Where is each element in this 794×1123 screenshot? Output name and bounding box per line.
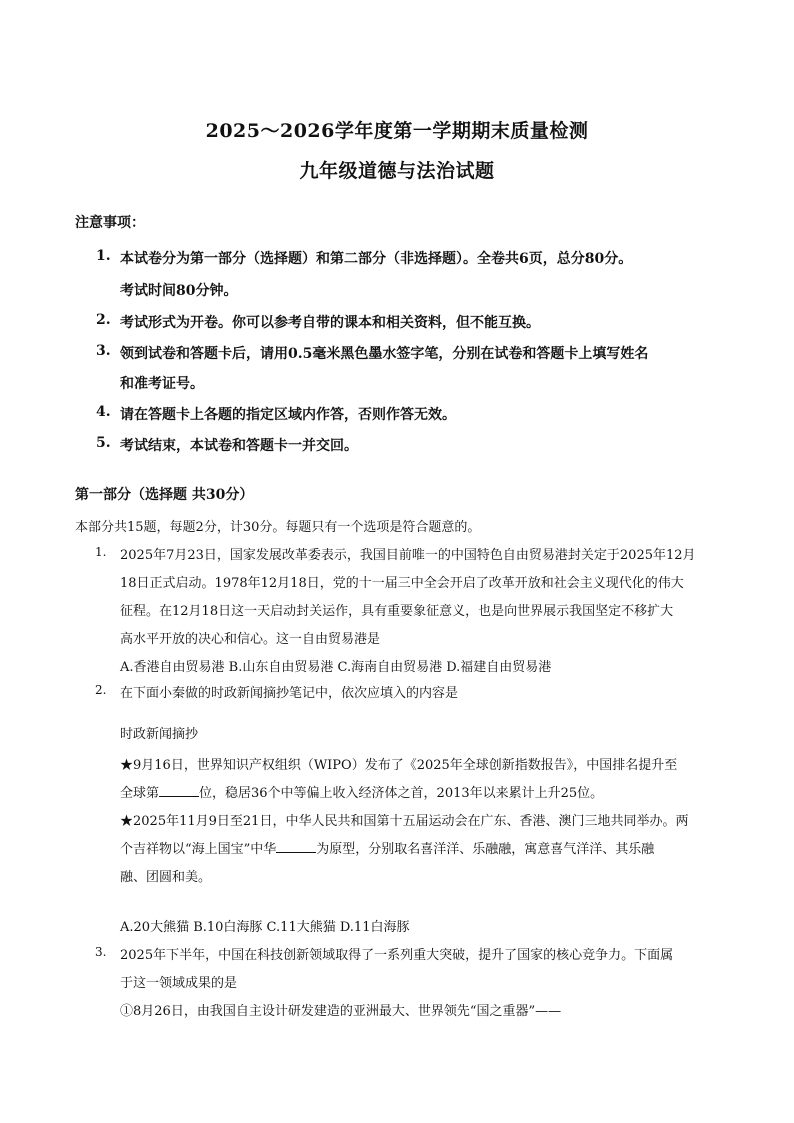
note-text: 全球第 xyxy=(120,786,160,801)
part1-heading: 第一部分（选择题 共30分） xyxy=(75,487,254,503)
fill-blank xyxy=(159,784,199,797)
question-number: 2. xyxy=(95,683,107,697)
notice-text: 考试时间80分钟。 xyxy=(120,283,238,299)
question-text: 在下面小秦做的时政新闻摘抄笔记中，依次应填入的内容是 xyxy=(120,686,459,701)
question-text: 于这一领域成果的是 xyxy=(120,976,238,991)
question-number: 1. xyxy=(95,545,107,559)
note-text: 为原型，分别取名喜洋洋、乐融融，寓意喜气洋洋、其乐融 xyxy=(316,842,655,857)
notice-text: 考试结束，本试卷和答题卡一并交回。 xyxy=(120,438,358,454)
question-options: A.香港自由贸易港 B.山东自由贸易港 C.海南自由贸易港 D.福建自由贸易港 xyxy=(120,660,552,675)
question-text: 18日正式启动。1978年12月18日，党的十一届三中全会开启了改革开放和社会主义现代化的伟大 xyxy=(120,576,684,591)
note-entry xyxy=(120,782,603,801)
notice-number: 2. xyxy=(96,312,111,328)
note-entry: ★2025年11月9日至21日，中华人民共和国第十五届运动会在广东、香港、澳门三地共同举办。两 xyxy=(120,814,689,829)
question-text: 高水平开放的决心和信心。这一自由贸易港是 xyxy=(120,632,381,647)
question-number: 3. xyxy=(95,945,107,959)
notice-text: 请在答题卡上各题的指定区域内作答，否则作答无效。 xyxy=(120,407,456,423)
question-options: A.20大熊猫 B.10白海豚 C.11大熊猫 D.11白海豚 xyxy=(120,920,410,935)
notice-number: 3. xyxy=(96,343,111,359)
notice-text: 本试卷分为第一部分（选择题）和第二部分（非选择题）。全卷共6页，总分80分。 xyxy=(120,251,633,267)
note-title: 时政新闻摘抄 xyxy=(120,727,199,742)
question-text: 征程。在12月18日这一天启动封关运作，具有重要象征意义，也是向世界展示我国坚定不移扩大 xyxy=(120,604,674,619)
note-entry: 融、团圆和美。 xyxy=(120,870,212,885)
exam-subtitle: 九年级道德与法治试题 xyxy=(299,160,495,182)
fill-blank xyxy=(276,840,316,853)
notice-text: 考试形式为开卷。你可以参考自带的课本和相关资料，但不能互换。 xyxy=(120,315,540,331)
part1-instruction: 本部分共15题，每题2分，计30分。每题只有一个选项是符合题意的。 xyxy=(75,520,481,535)
note-entry xyxy=(120,838,654,857)
question-text: 2025年下半年，中国在科技创新领域取得了一系列重大突破，提升了国家的核心竞争力。下面属 xyxy=(120,948,674,963)
notice-text: 领到试卷和答题卡后，请用0.5毫米黑色墨水签字笔，分别在试卷和答题卡上填写姓名 xyxy=(120,346,649,362)
note-entry: ★9月16日，世界知识产权组织（WIPO）发布了《2025年全球创新指数报告》，中国排名提升至 xyxy=(120,758,678,773)
notice-heading: 注意事项： xyxy=(75,215,145,231)
notice-number: 4. xyxy=(96,404,111,420)
note-text: 位，稳居36个中等偏上收入经济体之首，2013年以来累计上升25位。 xyxy=(199,786,604,801)
question-text: ①8月26日，由我国自主设计研发建造的亚洲最大、世界领先“国之重器”—— xyxy=(120,1004,562,1019)
exam-title: 2025～2026学年度第一学期期末质量检测 xyxy=(205,120,589,142)
notice-number: 5. xyxy=(96,435,111,451)
note-text: 个吉祥物以“海上国宝”中华 xyxy=(120,842,277,857)
question-text: 2025年7月23日，国家发展改革委表示，我国目前唯一的中国特色自由贸易港封关定于2025年12月 xyxy=(120,548,696,563)
notice-number: 1. xyxy=(96,248,111,264)
notice-text: 和准考证号。 xyxy=(120,376,204,392)
